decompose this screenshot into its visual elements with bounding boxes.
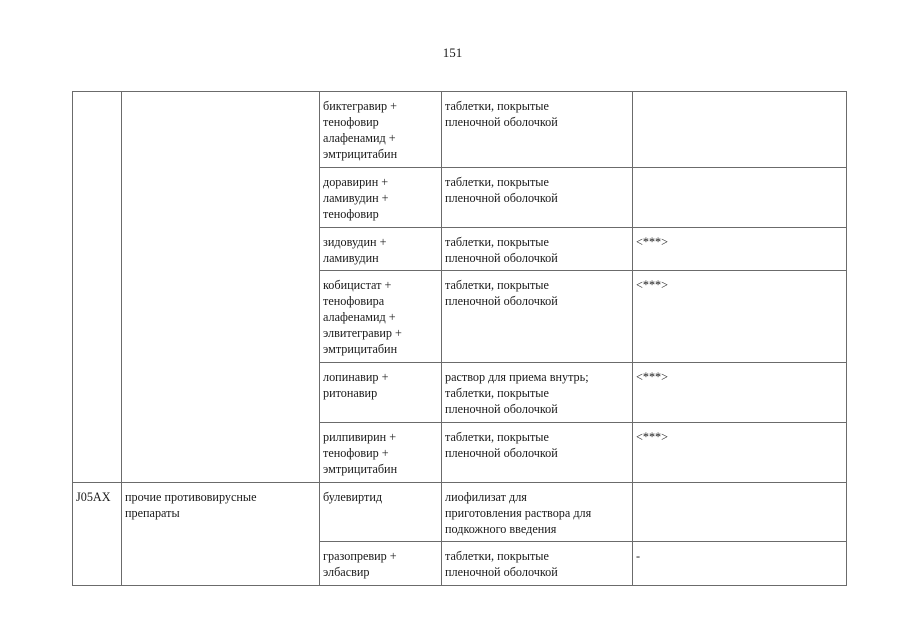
note-cell: <***>: [633, 423, 847, 483]
table-row: [73, 92, 847, 168]
note-cell: -: [633, 542, 847, 586]
dosage-form-cell: таблетки, покрытые пленочной оболочкой: [442, 92, 633, 168]
drug-name-cell: биктегравир + тенофовир алафенамид + эмтрицитабин: [320, 92, 442, 168]
note-cell: [633, 168, 847, 228]
atc-group-cell: прочие противовирусные препараты: [122, 483, 320, 586]
dosage-form-cell: таблетки, покрытые пленочной оболочкой: [442, 542, 633, 586]
page-number: 151: [442, 45, 463, 60]
dosage-form-cell: таблетки, покрытые пленочной оболочкой: [442, 271, 633, 363]
note-cell: [633, 92, 847, 168]
drug-name-cell: лопинавир + ритонавир: [320, 363, 442, 423]
drug-name-cell: зидовудин + ламивудин: [320, 228, 442, 271]
drug-name-cell: доравирин + ламивудин + тенофовир: [320, 168, 442, 228]
atc-group-cell: [122, 92, 320, 483]
drug-table: [72, 91, 847, 586]
drug-name-cell: булевиртид: [320, 483, 442, 542]
drug-name-cell: рилпивирин + тенофовир + эмтрицитабин: [320, 423, 442, 483]
note-cell: <***>: [633, 271, 847, 363]
dosage-form-cell: таблетки, покрытые пленочной оболочкой: [442, 423, 633, 483]
note-cell: <***>: [633, 363, 847, 423]
drug-name-cell: кобицистат + тенофовира алафенамид + элвитегравир + эмтрицитабин: [320, 271, 442, 363]
table-row: [73, 483, 847, 542]
note-cell: [633, 483, 847, 542]
atc-code-cell: [73, 92, 122, 483]
dosage-form-cell: раствор для приема внутрь; таблетки, покрытые пленочной оболочкой: [442, 363, 633, 423]
note-cell: <***>: [633, 228, 847, 271]
dosage-form-cell: таблетки, покрытые пленочной оболочкой: [442, 228, 633, 271]
atc-code-cell: J05AX: [73, 483, 122, 586]
drug-name-cell: гразопревир + элбасвир: [320, 542, 442, 586]
dosage-form-cell: таблетки, покрытые пленочной оболочкой: [442, 168, 633, 228]
dosage-form-cell: лиофилизат для приготовления раствора для подкожного введения: [442, 483, 633, 542]
